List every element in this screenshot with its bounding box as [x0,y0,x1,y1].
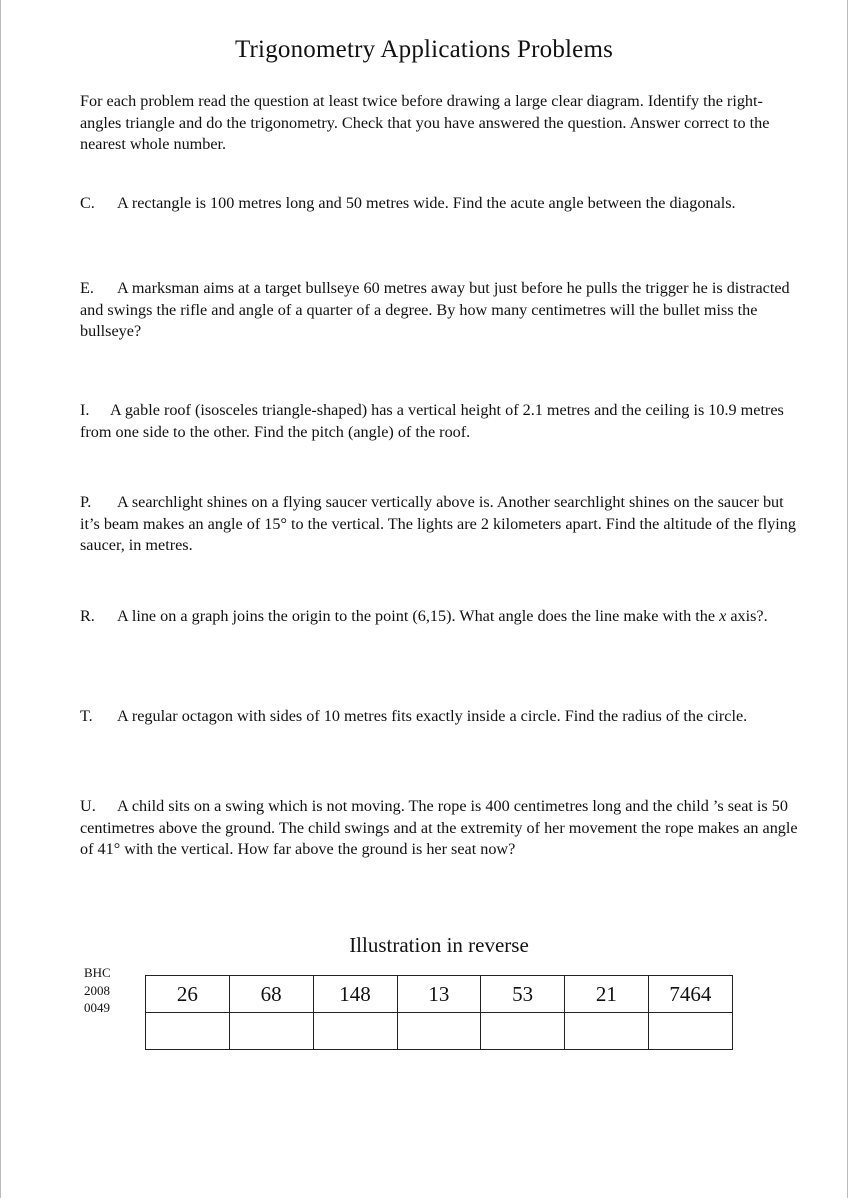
answer-cell: 13 [397,976,481,1013]
problem-text: A line on a graph joins the origin to the point (6,15). What angle does the line make with the x axis?. [117,607,768,625]
answer-table [145,975,733,1050]
problem-letter: I. [80,401,90,419]
problem-text: A rectangle is 100 metres long and 50 metres wide. Find the acute angle between the diagonals. [117,194,736,212]
variable-x: x [719,607,727,625]
problem-p [80,492,800,557]
problem-c [80,193,800,215]
intro-paragraph: For each problem read the question at least twice before drawing a large clear diagram. Identify the right-angles triangle and do the trigonometry. Check that you have answered the question. Answer correct to the nearest whole number. [80,92,770,153]
letter-row [146,1013,733,1050]
blank-cell [565,1013,649,1050]
answer-row [146,976,733,1013]
answer-section-title: Illustration in reverse [349,933,529,957]
problem-letter: T. [80,707,93,725]
answer-cell: 7464 [648,976,732,1013]
answer-cell: 148 [313,976,397,1013]
problem-letter: U. [80,797,96,815]
worksheet-code [84,964,111,1017]
answer-cell: 53 [481,976,565,1013]
problem-text: A gable roof (isosceles triangle-shaped) has a vertical height of 2.1 metres and the ceiling is 10.9 metres from one side to the other. Find the pitch (angle) of the roof. [80,401,784,441]
code-line: 0049 [84,1000,110,1015]
problem-text: A regular octagon with sides of 10 metres fits exactly inside a circle. Find the radius of the circle. [117,707,748,725]
problem-r [80,606,800,628]
problem-letter: C. [80,194,95,212]
problem-u [80,796,800,861]
code-line: BHC [84,965,111,980]
problem-t [80,706,800,728]
blank-cell [481,1013,565,1050]
problem-e [80,278,800,343]
problem-text: A marksman aims at a target bullseye 60 metres away but just before he pulls the trigger he is distracted and swings the rifle and angle of a quarter of a degree. By how many centimetres will the bullet miss the bullseye? [80,279,790,340]
problem-i [80,400,800,443]
blank-cell [229,1013,313,1050]
blank-cell [397,1013,481,1050]
problem-letter: E. [80,279,94,297]
problem-text: A searchlight shines on a flying saucer vertically above is. Another searchlight shines on the saucer but it’s beam makes an angle of 15° to the vertical. The lights are 2 kilometers apart. Find the altitude of the flying saucer, in metres. [80,493,796,554]
blank-cell [313,1013,397,1050]
problem-letter: R. [80,607,95,625]
blank-cell [648,1013,732,1050]
problem-text: A child sits on a swing which is not moving. The rope is 400 centimetres long and the child ’s seat is 50 centimetres above the ground. The child swings and at the extremity of her movement the rope makes an angle of 41° with the vertical. How far above the ground is her seat now? [80,797,798,858]
code-line: 2008 [84,982,110,998]
page-title: Trigonometry Applications Problems [234,36,614,63]
answer-cell: 21 [565,976,649,1013]
blank-cell [146,1013,230,1050]
problem-letter: P. [80,493,92,511]
answer-cell: 26 [146,976,230,1013]
answer-cell: 68 [229,976,313,1013]
